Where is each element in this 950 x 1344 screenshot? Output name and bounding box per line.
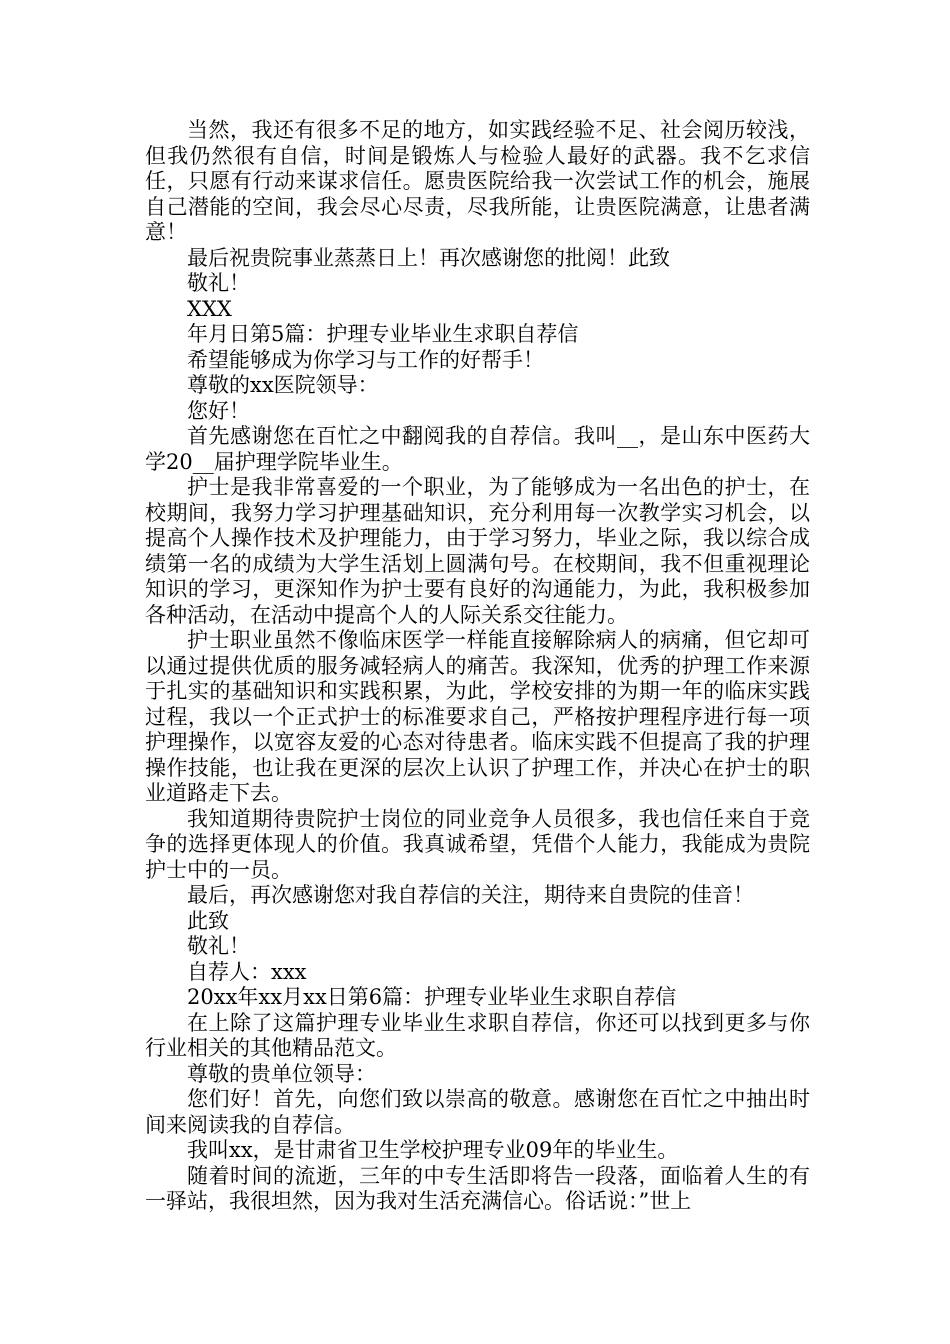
paragraph-competition: 我知道期待贵院护士岗位的同业竞争人员很多，我也信任来自于竞争的选择更体现人的价值。我真诚希望，凭借个人能力，我能成为贵院护士中的一员。 [145, 806, 810, 882]
greeting-hello: 您好！ [187, 398, 250, 423]
intro-line: 希望能够成为你学习与工作的好帮手！ [187, 347, 544, 372]
signature-self: 自荐人：xxx [187, 959, 307, 984]
paragraph-shortcomings: 当然，我还有很多不足的地方，如实践经验不足、社会阅历较浅，但我仍然很有自信，时间是锻炼人与检验人最好的武器。我不乞求信任，只愿有行动来谋求信任。愿贵医院给我一次尝试工作的机会，施展自己潜能的空间，我会尽心尽责，尽我所能，让贵医院满意，让患者满意！ [145, 118, 810, 244]
greeting-unit: 尊敬的贵单位领导： [187, 1061, 376, 1086]
salutation-regards: 敬礼！ [187, 271, 250, 295]
greeting-recipient: 尊敬的xx医院领导： [187, 373, 379, 397]
closing-thanks: 最后，再次感谢您对我自荐信的关注，期待来自贵院的佳音！ [187, 883, 754, 907]
paragraph-introduction: 首先感谢您在百忙之中翻阅我的自荐信。我叫__，是山东中医药大学20__届护理学院毕业生。 [145, 424, 810, 474]
letter-body [145, 118, 810, 1215]
signature-name: XXX [187, 296, 232, 321]
paragraph-self-intro: 我叫xx，是甘肃省卫生学校护理专业09年的毕业生。 [187, 1138, 679, 1162]
closing-regards: 敬礼！ [187, 934, 250, 958]
closing-wish: 最后祝贵院事业蒸蒸日上！再次感谢您的批阅！此致 [187, 245, 670, 270]
section-heading-5: 年月日第5篇：护理专业毕业生求职自荐信 [187, 322, 579, 346]
section-heading-6: 20xx年xx月xx日第6篇：护理专业毕业生求职自荐信 [187, 985, 677, 1009]
paragraph-study: 护士是我非常喜爱的一个职业，为了能够成为一名出色的护士，在校期间，我努力学习护理基础知识，充分利用每一次教学实习机会，以提高个人操作技术及护理能力，由于学习努力，毕业之际，我以综合成绩第一名的成绩为大学生活划上圆满句号。在校期间，我不但重视理论知识的学习，更深知作为护士要有良好的沟通能力，为此，我积极参加各种活动，在活动中提高个人的人际关系交往能力。 [145, 475, 810, 627]
closing-cizhi: 此致 [187, 908, 229, 933]
paragraph-respect: 您们好！首先，向您们致以崇高的敬意。感谢您在百忙之中抽出时间来阅读我的自荐信。 [145, 1087, 810, 1137]
paragraph-time-passing: 随着时间的流逝，三年的中专生活即将告一段落，面临着人生的有一驿站，我很坦然，因为我对生活充满信心。俗话说：”世上 [145, 1163, 810, 1213]
paragraph-more-samples: 在上除了这篇护理专业毕业生求职自荐信，你还可以找到更多与你行业相关的其他精品范文。 [145, 1010, 810, 1060]
paragraph-practice: 护士职业虽然不像临床医学一样能直接解除病人的病痛，但它却可以通过提供优质的服务减轻病人的痛苦。我深知，优秀的护理工作来源于扎实的基础知识和实践积累，为此，学校安排的为期一年的临床实践过程，我以一个正式护士的标准要求自己，严格按护理程序进行每一项护理操作，以宽容友爱的心态对待患者。临床实践不但提高了我的护理操作技能，也让我在更深的层次上认识了护理工作，并决心在护士的职业道路走下去。 [145, 628, 810, 805]
